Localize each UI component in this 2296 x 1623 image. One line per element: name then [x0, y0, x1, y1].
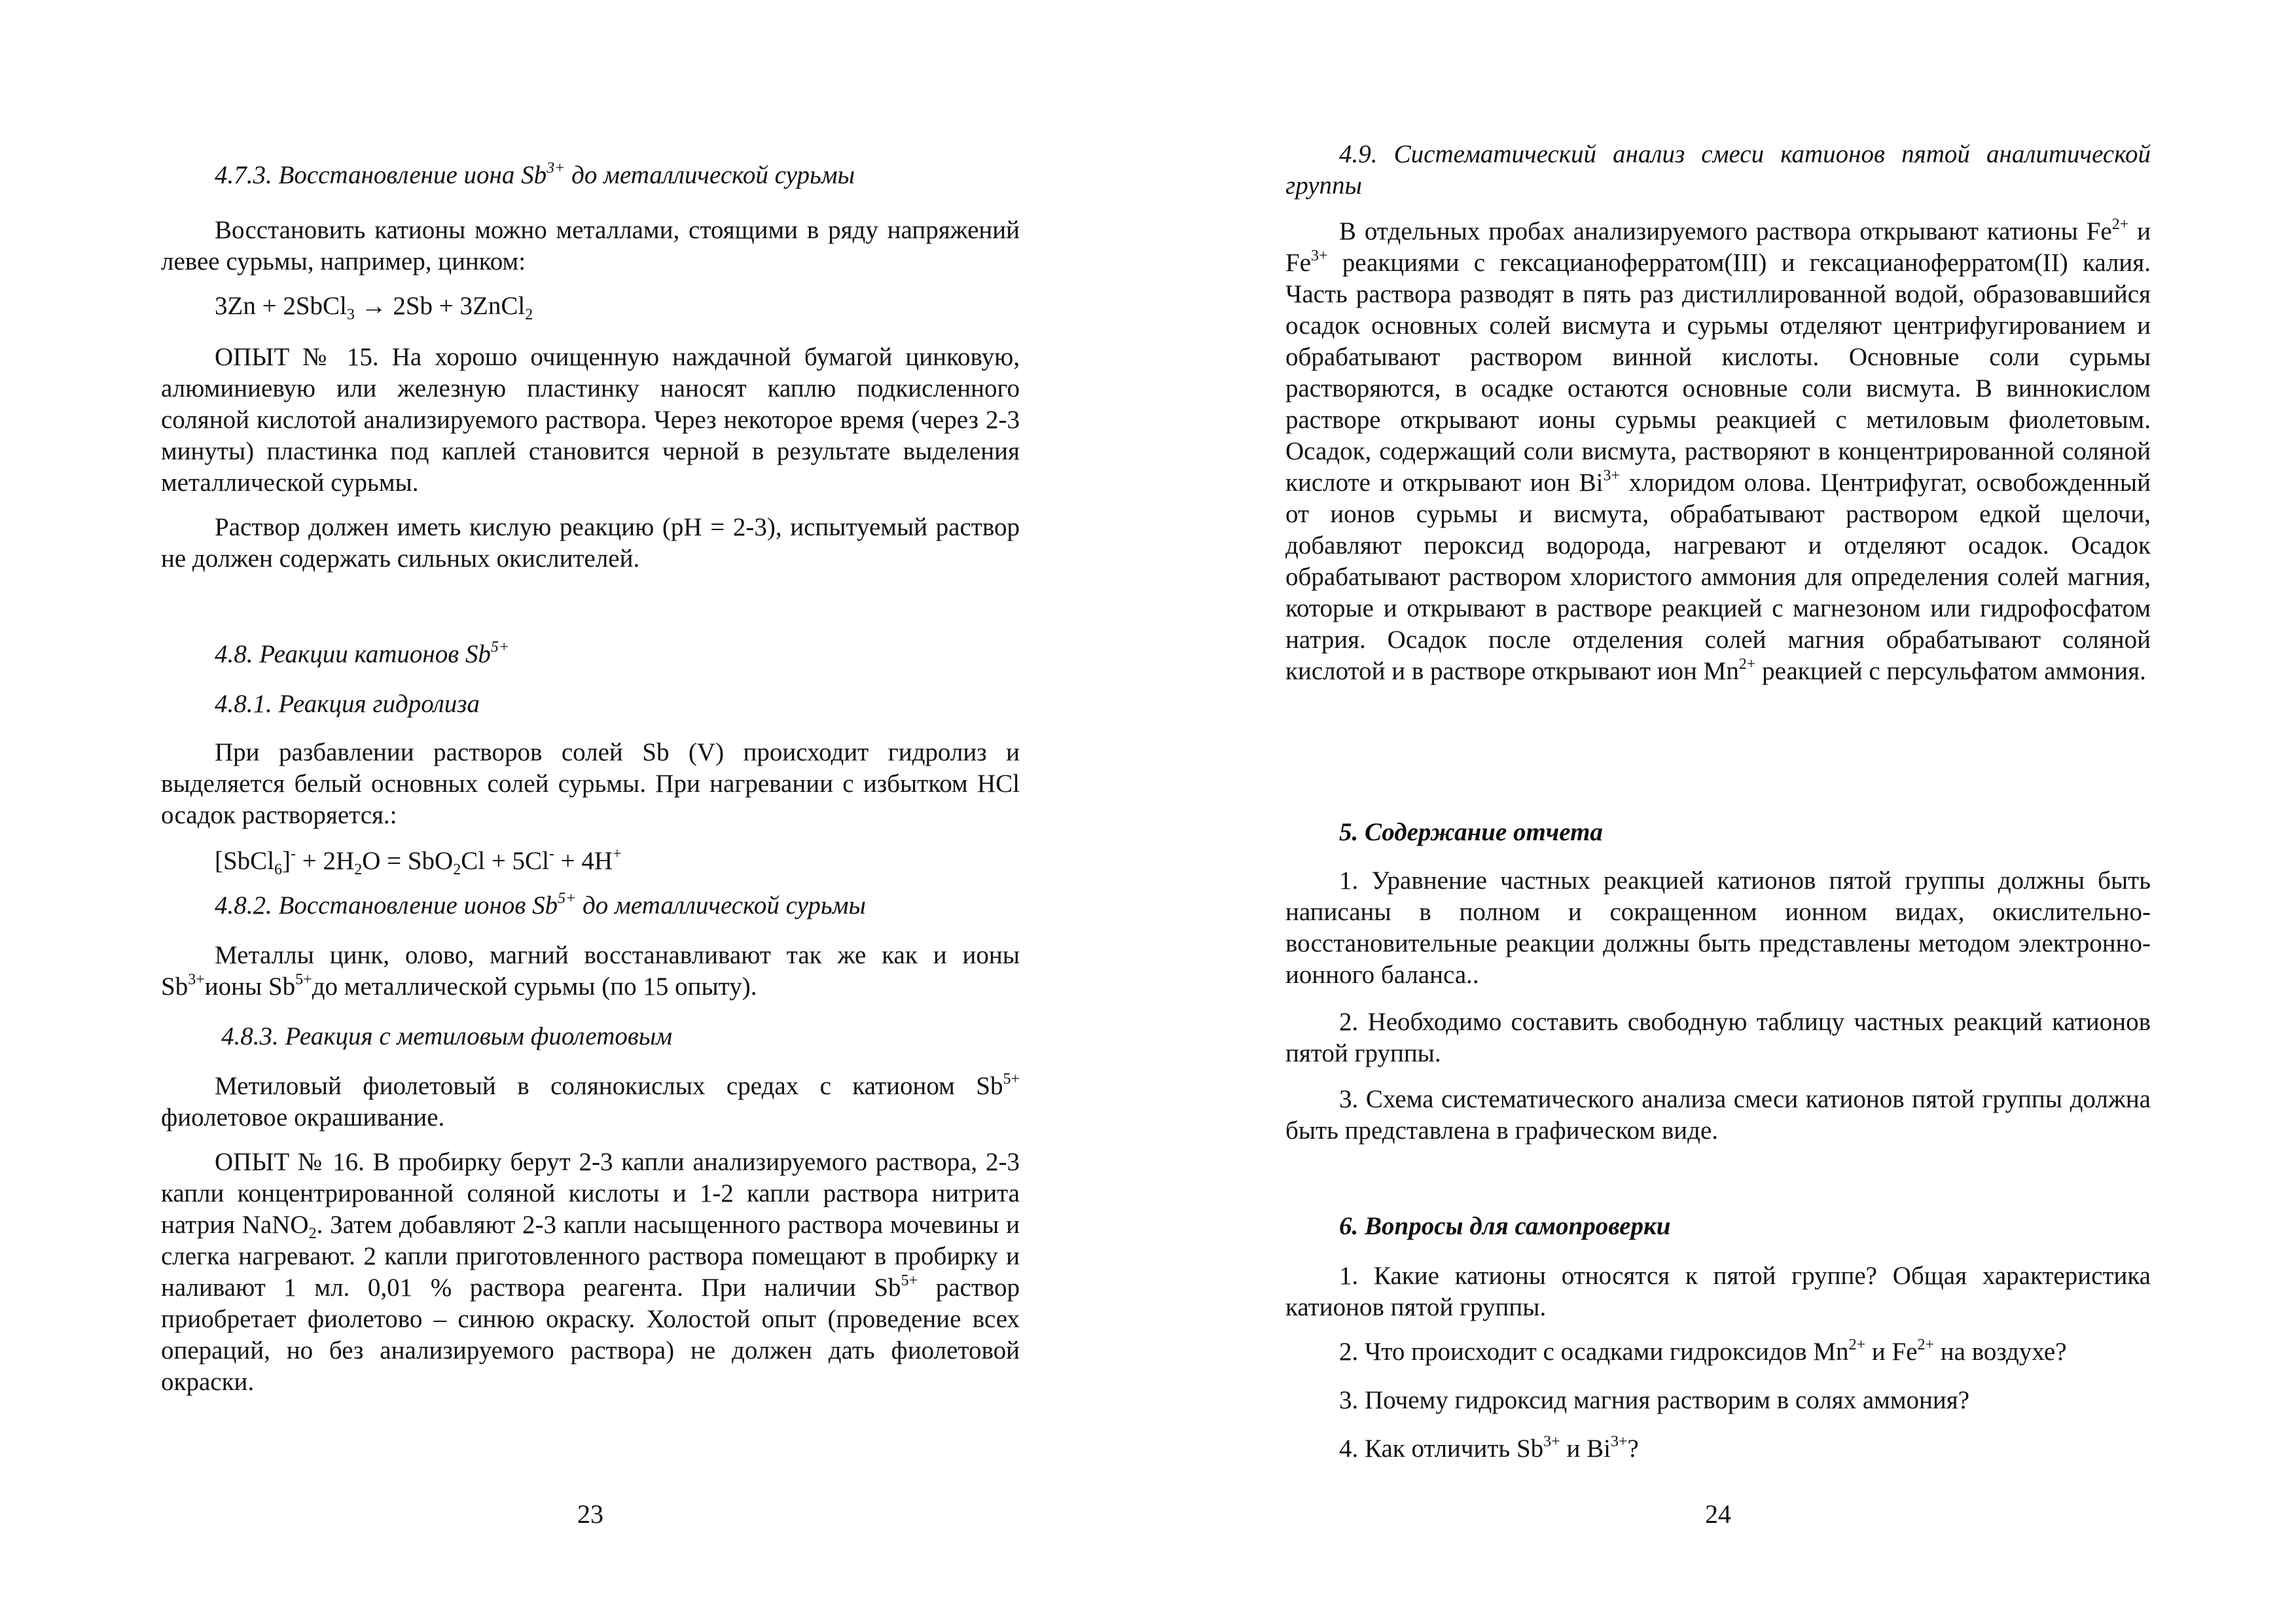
paragraph-text: раствор приобретает фиолетово – синюю окраску. Холостой опыт (проведение всех операций, но без анализируемого раствора) не должен дать фиолетовой окраски. — [161, 1274, 1020, 1396]
paragraph-experiment-16 — [161, 1147, 1020, 1398]
heading-text: 4.8.2. Восстановление ионов — [215, 891, 533, 919]
paragraph-text: . Затем добавляют 2-3 капли насыщенного раствора мочевины и слегка нагревают. 2 капли приготовленного раствора помещают в пробирку и наливают 1 мл. 0,01 % раствора реагента. При наличии Sb — [161, 1211, 1020, 1302]
equation-charge: + — [613, 846, 622, 863]
list-item-text: на воздухе? — [1934, 1338, 2067, 1366]
heading-4-8 — [161, 639, 1020, 670]
paragraph-text: Метиловый фиолетовый в солянокислых средах с катионом Sb — [215, 1072, 1003, 1100]
equation-hydrolysis — [161, 846, 1020, 877]
heading-4-9 — [1285, 139, 2151, 202]
paragraph-metals-reduce — [161, 940, 1020, 1003]
paragraph-conditions — [161, 512, 1020, 575]
heading-4-8-1 — [161, 688, 1020, 720]
heading-4-8-2 — [161, 890, 1020, 921]
paragraph-text: хлоридом олова. Центрифугат, освобожденный от ионов сурьмы и висмута, обрабатывают раствором едкой щелочи, добавляют пероксид водорода, нагревают и отделяют осадок. Осадок обрабатывают раствором хлористого аммония для определения солей магния, которые и открывают в растворе реакцией с магнезоном или гидрофосфатом натрия. Осадок после отделения солей магния обрабатывают соляной кислотой и в растворе открывают ион Mn — [1285, 469, 2151, 685]
paragraph-text: и Fe — [1285, 217, 2151, 277]
ion-charge: 5+ — [295, 971, 312, 988]
ion-charge: 3+ — [547, 160, 565, 177]
equation-text: → 2Sb + 3ZnCl — [354, 292, 526, 320]
paragraph-text: ОПЫТ № 15. На хорошо очищенную наждачной бумагой цинковую, алюминиевую или железную пластинку наносят каплю подкисленного соляной кислотой анализируемого раствора. Через некоторое время (через 2-3 минуты) пластинка под каплей становится черной в результате выделения металлической сурьмы. — [161, 343, 1020, 497]
ion-charge: 2+ — [2111, 216, 2129, 233]
paragraph-text: до металлической сурьмы (по 15 опыту). — [312, 972, 757, 1001]
equation-charge: - — [291, 846, 296, 863]
equation-charge: - — [548, 846, 554, 863]
equation-zinc-reduction — [161, 291, 1020, 322]
equation-subscript: 2 — [453, 861, 461, 878]
equation-subscript: 2 — [354, 861, 363, 878]
heading-text: 6. Вопросы для самопроверки — [1339, 1212, 1671, 1240]
list-item-text: и Bi — [1560, 1435, 1611, 1463]
paragraph-text: В отдельных пробах анализируемого раствора открывают катионы Fe — [1339, 217, 2112, 245]
heading-section-6 — [1285, 1211, 2151, 1242]
report-item-2 — [1285, 1007, 2151, 1069]
equation-text: O = SbO — [362, 847, 454, 875]
ion-charge: 5+ — [558, 890, 577, 907]
paragraph-systematic-analysis — [1285, 216, 2151, 687]
page-left — [161, 0, 1020, 1623]
heading-text: 4.9. Систематический анализ смеси катионов пятой аналитической группы — [1285, 140, 2151, 200]
list-item: 1. Какие катионы относятся к пятой группе? Общая характеристика катионов пятой группы. — [1285, 1262, 2151, 1321]
heading-text: до металлической сурьмы — [576, 891, 866, 919]
paragraph-text: При разбавлении растворов солей Sb (V) происходит гидролиз и выделяется белый основных солей сурьмы. При нагревании с избытком HCl осадок растворяется.: — [161, 738, 1020, 829]
heading-text: 4.8. Реакции катионов — [215, 640, 465, 668]
heading-text: 4.8.1. Реакция гидролиза — [215, 690, 480, 718]
heading-4-7-3 — [161, 160, 1020, 191]
equation-text: + 2H — [296, 847, 355, 875]
paragraph-text: реакциями с гексацианоферратом(III) и гексацианоферратом(II) калия. Часть раствора разводят в пять раз дистиллированной водой, образовавшийся осадок основных солей висмута и сурьмы отделяют центрифугированием и обрабатывают раствором винной кислоты. Основные соли сурьмы растворяются, в осадке остаются основные соли висмута. В виннокислом растворе открывают ионы сурьмы реакцией с метиловым фиолетовым. Осадок, содержащий соли висмута, растворяют в концентрированной соляной кислоте и открывают ион Bi — [1285, 249, 2151, 497]
heading-text: 5. Содержание отчета — [1339, 818, 1603, 846]
question-2 — [1285, 1336, 2151, 1368]
paragraph-text: ОПЫТ № 16. В пробирку берут 2-3 капли анализируемого раствора, 2-3 капли концентрированной соляной кислоты и 1-2 капли раствора нитрита натрия NaNO — [161, 1148, 1020, 1239]
equation-text: Cl + 5Cl — [461, 847, 549, 875]
paragraph-methyl-violet — [161, 1071, 1020, 1133]
question-4 — [1285, 1433, 2151, 1465]
equation-subscript: 6 — [274, 861, 283, 878]
paragraph-text: Восстановить катионы можно металлами, стоящими в ряду напряжений левее сурьмы, например, цинком: — [161, 216, 1020, 276]
paragraph-reduction-metals — [161, 215, 1020, 277]
list-item: 1. Уравнение частных реакцией катионов пятой группы должны быть написаны в полном и сокращенном ионном видах, окислительно-восстановительные реакции должны быть представлены методом электронно-ионного баланса.. — [1285, 866, 2151, 989]
ion-charge: 3+ — [188, 971, 205, 988]
heading-text: до металлической сурьмы — [565, 161, 855, 189]
report-item-3 — [1285, 1084, 2151, 1147]
list-item-text: 2. Что происходит с осадками гидроксидов Mn — [1339, 1338, 1849, 1366]
list-item: 2. Необходимо составить свободную таблицу частных реакций катионов пятой группы. — [1285, 1008, 2151, 1067]
page-number: 24 — [1705, 1499, 1731, 1529]
ion-charge: 3+ — [1603, 467, 1621, 484]
ion-charge: 5+ — [901, 1272, 918, 1289]
paragraph-hydrolysis — [161, 737, 1020, 831]
ion-charge: 2+ — [1917, 1336, 1935, 1353]
equation-text: 3Zn + 2SbCl — [215, 292, 347, 320]
equation-text: [SbCl — [215, 847, 275, 875]
list-item: 3. Схема систематического анализа смеси катионов пятой группы должна быть представлена в графическом виде. — [1285, 1085, 2151, 1145]
paragraph-text: ионы Sb — [204, 972, 296, 1001]
paragraph-text: Раствор должен иметь кислую реакцию (pH = 2-3), испытуемый раствор не должен содержать сильных окислителей. — [161, 513, 1020, 573]
ion-symbol: Sb — [521, 161, 547, 189]
paragraph-text: фиолетовое окрашивание. — [161, 1103, 445, 1132]
ion-symbol: Sb — [532, 891, 558, 919]
equation-subscript: 3 — [346, 306, 355, 323]
ion-charge: 3+ — [1543, 1433, 1560, 1450]
equation-text: ] — [282, 847, 291, 875]
page-right — [1285, 0, 2151, 1623]
question-1 — [1285, 1260, 2151, 1323]
list-item: 3. Почему гидроксид магния растворим в солях аммония? — [1339, 1386, 1970, 1414]
ion-charge: 3+ — [1610, 1433, 1628, 1450]
page-number: 23 — [577, 1499, 603, 1529]
paragraph-experiment-15 — [161, 342, 1020, 499]
paragraph-text: реакцией с персульфатом аммония. — [1755, 657, 2146, 685]
formula-subscript: 2 — [308, 1225, 317, 1242]
list-item-text: ? — [1627, 1435, 1639, 1463]
ion-charge: 2+ — [1738, 656, 1756, 673]
ion-charge: 3+ — [1311, 247, 1328, 264]
equation-text: + 4H — [554, 847, 613, 875]
report-item-1 — [1285, 865, 2151, 991]
question-3 — [1285, 1385, 2151, 1416]
ion-charge: 2+ — [1848, 1336, 1866, 1353]
ion-charge: 5+ — [1003, 1071, 1020, 1088]
list-item-text: и Fe — [1865, 1338, 1918, 1366]
heading-4-8-3 — [161, 1021, 1020, 1052]
heading-section-5 — [1285, 817, 2151, 848]
heading-text: 4.8.3. Реакция с метиловым фиолетовым — [221, 1022, 673, 1050]
equation-subscript: 2 — [525, 306, 533, 323]
ion-symbol: Sb — [465, 640, 491, 668]
paragraph-text: Металлы цинк, олово, магний восстанавливают так же как и ионы Sb — [161, 941, 1020, 1001]
heading-text: 4.7.3. Восстановление иона — [215, 161, 522, 189]
list-item-text: 4. Как отличить Sb — [1339, 1435, 1544, 1463]
ion-charge: 5+ — [490, 639, 510, 656]
